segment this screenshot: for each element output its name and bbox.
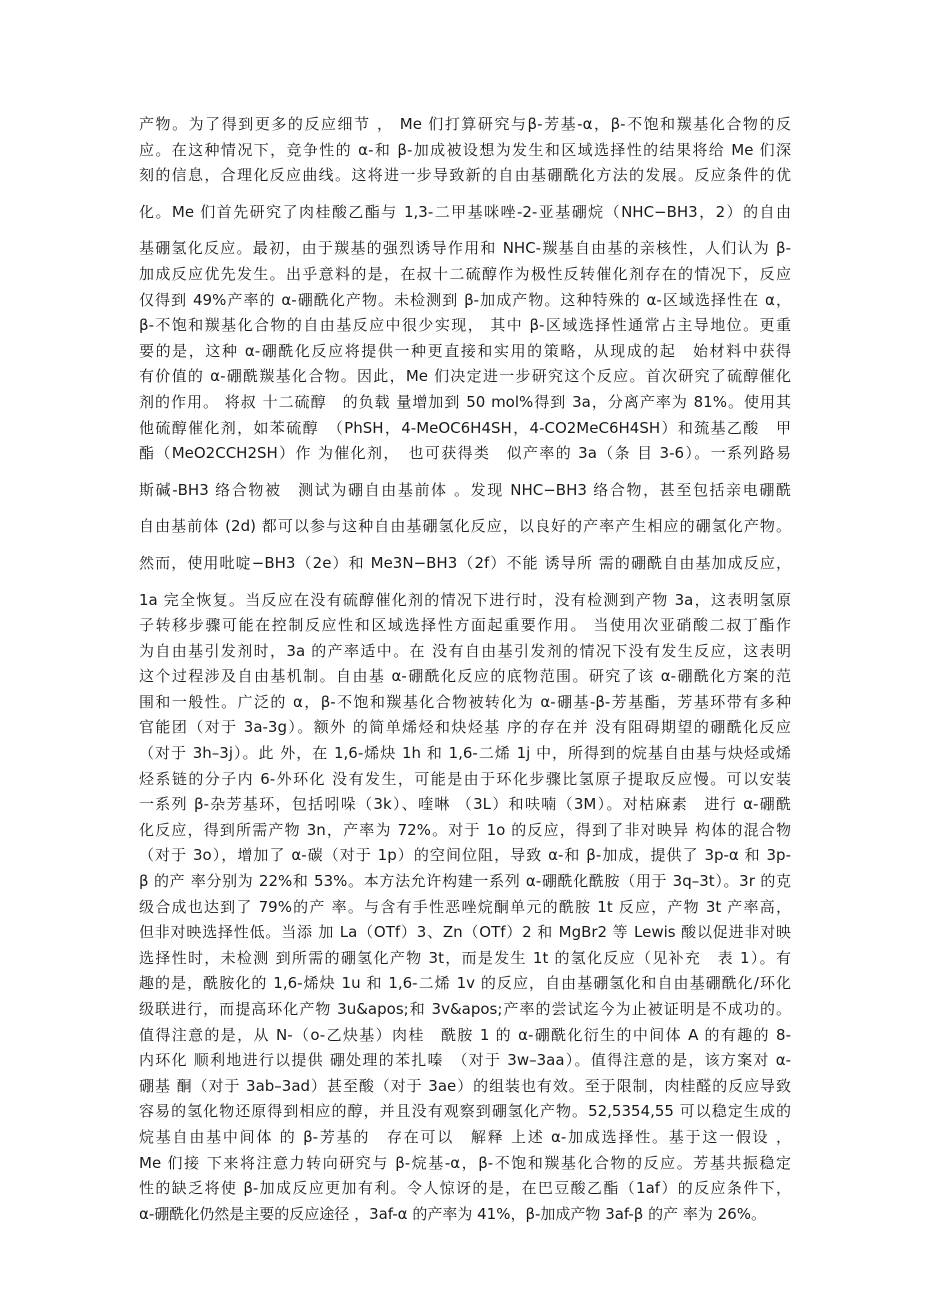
text-line: 自由基前体 (2d) 都可以参与这种自由基硼氢化反应，以良好的产率产生相应的硼氢化产物。 xyxy=(139,517,791,536)
text-line: 但非对映选择性低。当添 加 La（OTf）3、Zn（OTf）2 和 MgBr2 等 Lewis 酸以促进非对映 xyxy=(139,923,791,942)
text-line: 为自由基引发剂时，3a 的产率适中。在 没有自由基引发剂的情况下没有发生反应，这表明 xyxy=(139,641,791,660)
text-line: 仅得到 49%产率的 α-硼酰化产物。未检测到 β-加成产物。这种特殊的 α-区域选择性在 α， xyxy=(139,290,791,309)
text-line: 值得注意的是，从 N-（o-乙炔基）肉桂 酰胺 1 的 α-硼酰化衍生的中间体 A 的有趣的 8- xyxy=(139,1025,791,1044)
text-line: 加成反应优先发生。出乎意料的是，在叔十二硫醇作为极性反转催化剂存在的情况下，反应 xyxy=(139,264,791,283)
text-line: 化反应，得到所需产物 3n，产率为 72%。对于 1o 的反应，得到了非对映异 构体的混合物 xyxy=(139,820,791,839)
text-line: 选择性时，未检测 到所需的硼氢化产物 3t，而是发生 1t 的氢化反应（见补充 表 1）。有 xyxy=(139,948,791,967)
text-line: Me 们接 下来将注意力转向研究与 β-烷基-α，β-不饱和羰基化合物的反应。芳基共振稳定 xyxy=(139,1153,791,1172)
text-line: 性的缺乏将使 β-加成反应更加有利。令人惊讶的是，在巴豆酸乙酯（1af）的反应条件下， xyxy=(139,1179,791,1198)
text-line: 子转移步骤可能在控制反应性和区域选择性方面起重要作用。 当使用次亚硝酸二叔丁酯作 xyxy=(139,616,791,635)
text-line: 烷基自由基中间体 的 β-芳基的 存在可以 解释 上述 α-加成选择性。基于这一假设 ， xyxy=(139,1127,791,1146)
text-line: 级合成也达到了 79%的产 率。与含有手性恶唑烷酮单元的酰胺 1t 反应，产物 3t 产率高， xyxy=(139,897,791,916)
text-line: β-不饱和羰基化合物的自由基反应中很少实现， 其中 β-区域选择性通常占主导地位。更重 xyxy=(139,316,791,335)
text-line: 趣的是，酰胺化的 1,6-烯炔 1u 和 1,6-二烯 1v 的反应，自由基硼氢化和自由基硼酰化/环化 xyxy=(139,974,791,993)
text-line: （对于 3o），增加了 α-碳（对于 1p）的空间位阻，导致 α-和 β-加成，提供了 3p-α 和 3p- xyxy=(139,846,791,865)
text-line: 烃系链的分子内 6-外环化 没有发生，可能是由于环化步骤比氢原子提取反应慢。可以安装 xyxy=(139,769,791,788)
text-line: 剂的作用。 将叔 十二硫醇 的负载 量增加到 50 mol%得到 3a，分离产率为 81%。使用其 xyxy=(139,392,791,411)
text-line: 酯（MeO2CCH2SH）作 为催化剂， 也可获得类 似产率的 3a（条 目 3-6）。一系列路易 xyxy=(139,444,791,463)
text-line: 官能团（对于 3a-3g）。额外 的简单烯烃和炔烃基 序的存在并 没有阻碍期望的硼酰化反应 xyxy=(139,718,791,737)
text-line: 斯碱-BH3 络合物被 测试为硼自由基前体 。发现 NHC−BH3 络合物，甚至包括亲电硼酰 xyxy=(139,480,791,499)
text-line: 级联进行，而提高环化产物 3u&apos;和 3v&apos;产率的尝试迄今为止被证明是不成功的。 xyxy=(139,1000,791,1018)
text-line: 有价值的 α-硼酰羰基化合物。因此，Me 们决定进一步研究这个反应。首次研究了硫醇催化 xyxy=(139,367,791,386)
text-line: 围和一般性。广泛的 α，β-不饱和羰基化合物被转化为 α-硼基-β-芳基酯，芳基环带有多种 xyxy=(139,692,791,711)
text-line: 然而，使用吡啶−BH3（2e）和 Me3N−BH3（2f）不能 诱导所 需的硼酰自由基加成反应， xyxy=(139,553,791,572)
text-line: 产物。为了得到更多的反应细节 ， Me 们打算研究与β-芳基-α，β-不饱和羰基化合物的反 xyxy=(139,115,791,133)
text-line: 1a 完全恢复。当反应在没有硫醇催化剂的情况下进行时，没有检测到产物 3a，这表明氢原 xyxy=(139,590,791,609)
text-line: α-硼酰化仍然是主要的反应途径 ，3af-α 的产率为 41%，β-加成产物 3af-β 的产 率为 26%。 xyxy=(139,1204,767,1223)
text-line: 刻的信息，合理化反应曲线。这将进一步导致新的自由基硼酰化方法的发展。反应条件的优 xyxy=(139,166,791,185)
text-line: 要的是，这种 α-硼酰化反应将提供一种更直接和实用的策略，从现成的起 始材料中获得 xyxy=(139,341,791,360)
text-line: 容易的氢化物还原得到相应的醇，并且没有观察到硼氢化产物。52,5354,55 可以稳定生成的 xyxy=(139,1102,791,1121)
text-line: 他硫醇催化剂，如苯硫醇 （PhSH，4-MeOC6H4SH，4-CO2MeC6H4SH）和巯基乙酸 甲 xyxy=(139,418,791,437)
text-line: 一系列 β-杂芳基环，包括吲哚（3k）、喹啉 （3L）和呋喃（3M）。对枯麻素 进行 α-硼酰 xyxy=(139,795,791,814)
text-line: 应。在这种情况下，竞争性的 α-和 β-加成被设想为发生和区域选择性的结果将给 Me 们深 xyxy=(139,140,791,159)
text-line: （对于 3h–3j）。此 外，在 1,6-烯炔 1h 和 1,6-二烯 1j 中，所得到的烷基自由基与炔烃或烯 xyxy=(139,744,791,763)
text-line: 基硼氢化反应。最初，由于羰基的强烈诱导作用和 NHC-羰基自由基的亲核性，人们认为 β- xyxy=(139,239,791,258)
text-line: 化。Me 们首先研究了肉桂酸乙酯与 1,3-二甲基咪唑-2-亚基硼烷（NHC−BH3，2）的自由 xyxy=(139,202,791,221)
text-line: 硼基 酮（对于 3ab–3ad）甚至酸（对于 3ae）的组装也有效。至于限制，肉桂醛的反应导致 xyxy=(139,1076,791,1095)
body-text xyxy=(139,112,791,1227)
text-line: 这个过程涉及自由基机制。自由基 α-硼酰化反应的底物范围。研究了该 α-硼酰化方案的范 xyxy=(139,667,791,686)
text-line: 内环化 顺利地进行以提供 硼处理的苯扎嗪 （对于 3w–3aa）。值得注意的是，该方案对 α- xyxy=(139,1051,791,1070)
text-line: β 的产 率分别为 22%和 53%。本方法允许构建一系列 α-硼酰化酰胺（用于 3q–3t）。3r 的克 xyxy=(139,872,791,891)
